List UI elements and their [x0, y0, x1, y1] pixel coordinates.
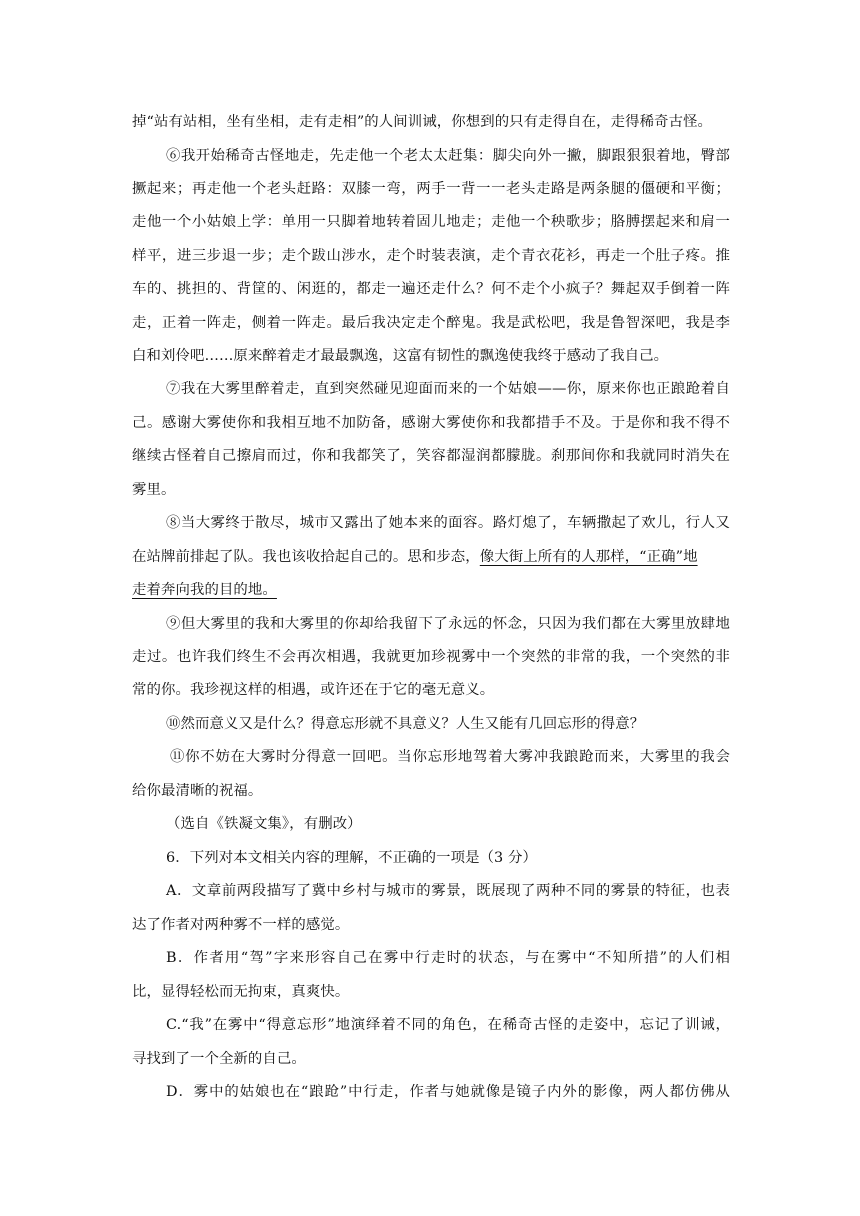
underlined-sentence: 像大街上所有的人那样，“正确”地 — [479, 549, 698, 565]
text-line: 白和刘伶吧……原来醉着走才最最飘逸，这富有韧性的飘逸使我终于感动了我自己。 — [132, 348, 669, 364]
text-line: 达了作者对两种雾不一样的感觉。 — [132, 917, 350, 933]
text-line — [132, 545, 730, 569]
option-b-line: B．作者用“驾”字来形容自己在雾中行走时的状态，与在雾中“不知所措”的人们相 — [166, 950, 730, 966]
option-d-line: D．雾中的姑娘也在“踉跄”中行走，作者与她就像是镜子内外的影像，两人都仿佛从 — [166, 1084, 730, 1100]
paragraph-9-line: ⑨但大雾里的我和大雾里的你却给我留下了永远的怀念，只因为我们都在大雾里放肆地 — [166, 616, 730, 632]
paragraph-6-line: ⑥我开始稀奇古怪地走，先走他一个老太太赶集：脚尖向外一撇，脚跟狠狠着地，臀部 — [166, 148, 730, 164]
underlined-sentence-end: 走着奔向我的目的地。 — [132, 582, 277, 598]
text-line: 常的你。我珍视这样的相遇，或许还在于它的毫无意义。 — [132, 682, 495, 698]
paragraph-10-line: ⑩然而意义又是什么？得意忘形就不具意义？人生又能有几回忘形的得意？ — [166, 716, 645, 732]
text-line: 掉“站有站相，坐有坐相，走有走相”的人间训诫，你想到的只有走得自在，走得稀奇古怪。 — [132, 114, 713, 130]
text-line: 撅起来；再走他一个老头赶路：双膝一弯，两手一背一一老头走路是两条腿的僵硬和平衡； — [132, 181, 730, 197]
text-line: 寻找到了一个全新的自己。 — [132, 1051, 306, 1067]
paragraph-8-line: ⑧当大雾终于散尽，城市又露出了她本来的面容。路灯熄了，车辆撒起了欢儿，行人又 — [166, 515, 730, 531]
option-a-line: A．文章前两段描写了冀中乡村与城市的雾景，既展现了两种不同的雾景的特征，也表 — [166, 883, 730, 899]
paragraph-11-line: ⑪你不妨在大雾时分得意一回吧。当你忘形地驾着大雾冲我踉跄而来，大雾里的我会 — [170, 749, 730, 765]
text-line: 走，正着一阵走，侧着一阵走。最后我决定走个醉鬼。我是武松吧，我是鲁智深吧，我是李 — [132, 315, 730, 331]
text-line: 己。感谢大雾使你和我相互地不加防备，感谢大雾使你和我都措手不及。于是你和我不得不 — [132, 415, 730, 431]
text-line: 车的、挑担的、背筐的、闲逛的，都走一遍还走什么？何不走个小疯子？舞起双手倒着一阵 — [132, 281, 730, 297]
text-line — [132, 578, 730, 602]
paragraph-7-line: ⑦我在大雾里醉着走，直到突然碰见迎面而来的一个姑娘——你，原来你也正踉跄着自 — [166, 381, 730, 397]
text-line: 继续古怪着自己擦肩而过，你和我都笑了，笑容都湿润都朦胧。刹那间你和我就同时消失在 — [132, 448, 730, 464]
text-line: 样平，进三步退一步；走个跋山涉水，走个时装表演，走个青衣花衫，再走一个肚子疼。推 — [132, 248, 730, 264]
text-line: 给你最清晰的祝福。 — [132, 783, 263, 799]
text-line: 走过。也许我们终生不会再次相遇，我就更加珍视雾中一个突然的非常的我，一个突然的非 — [132, 649, 730, 665]
source-citation: （选自《铁凝文集》，有删改） — [166, 816, 362, 832]
text-line: 比，显得轻松而无拘束，真爽快。 — [132, 984, 350, 1000]
text-line: 雾里。 — [132, 482, 176, 498]
question-6-stem: 6．下列对本文相关内容的理解，不正确的一项是（3 分） — [166, 850, 537, 866]
option-c-line: C.“我”在雾中“得意忘形”地演绎着不同的角色，在稀奇古怪的走姿中，忘记了训诫， — [166, 1017, 730, 1033]
text-line: 走他一个小姑娘上学：单用一只脚着地转着固儿地走；走他一个秧歌步；胳膊摆起来和肩一 — [132, 214, 730, 230]
text-segment: 在站牌前排起了队。我也该收拾起自己的。思和步态， — [132, 549, 480, 565]
